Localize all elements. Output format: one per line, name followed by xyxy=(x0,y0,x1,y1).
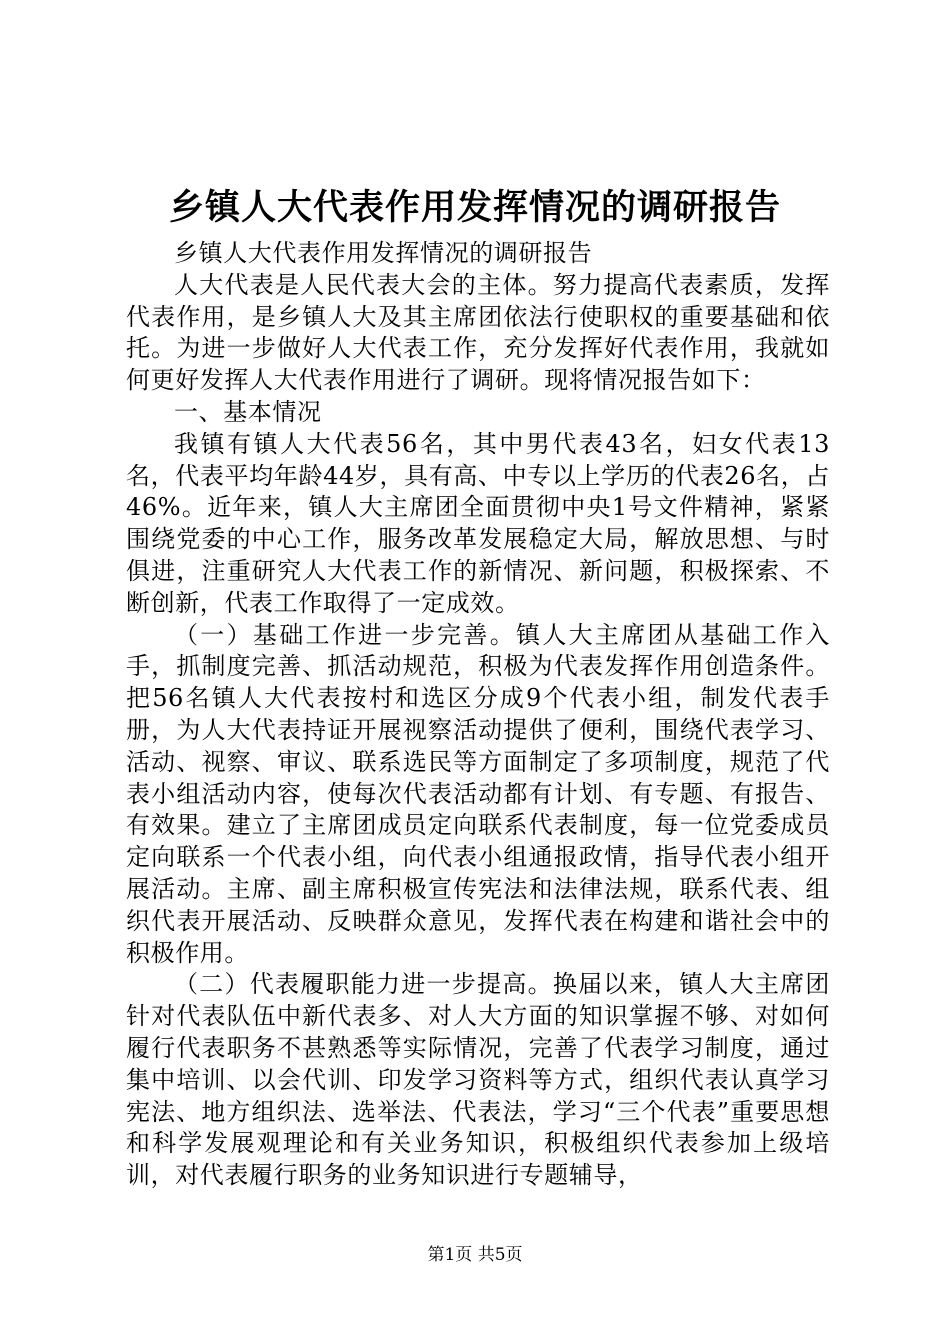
paragraph-capability: （二）代表履职能力进一步提高。换届以来，镇人大主席团针对代表队伍中新代表多、对人大方面的知识掌握不够、对如何履行代表职务不甚熟悉等实际情况，完善了代表学习制度，通过集中培训、以会代训、印发学习资料等方式，组织代表认真学习宪法、地方组织法、选举法、代表法，学习“三个代表”重要思想和科学发展观理论和有关业务知识，积极组织代表参加上级培训，对代表履行职务的业务知识进行专题辅导， xyxy=(126,970,830,1190)
paragraph-intro: 人大代表是人民代表大会的主体。努力提高代表素质，发挥代表作用，是乡镇人大及其主席团依法行使职权的重要基础和依托。为进一步做好人大代表工作，充分发挥好代表作用，我就如何更好发挥人大代表作用进行了调研。现将情况报告如下： xyxy=(126,270,830,395)
section-heading-basic-situation: 一、基本情况 xyxy=(174,397,322,426)
page-number-footer: 第1页 共5页 xyxy=(427,1245,523,1265)
document-title: 乡镇人大代表作用发挥情况的调研报告 xyxy=(168,187,781,228)
paragraph-foundation-work: （一）基础工作进一步完善。镇人大主席团从基础工作入手，抓制度完善、抓活动规范，积极为代表发挥作用创造条件。把56名镇人大代表按村和选区分成9个代表小组，制发代表手册，为人大代表持证开展视察活动提供了便利，围绕代表学习、活动、视察、审议、联系选民等方面制定了多项制度，规范了代表小组活动内容，使每次代表活动都有计划、有专题、有报告、有效果。建立了主席团成员定向联系代表制度，每一位党委成员定向联系一个代表小组，向代表小组通报政情，指导代表小组开展活动。主席、副主席积极宣传宪法和法律法规，联系代表、组织代表开展活动、反映群众意见，发挥代表在构建和谐社会中的积极作用。 xyxy=(126,620,830,967)
document-body xyxy=(126,238,830,1192)
paragraph-subtitle: 乡镇人大代表作用发挥情况的调研报告 xyxy=(174,239,593,267)
paragraph-basic-situation: 我镇有镇人大代表56名，其中男代表43名，妇女代表13名，代表平均年龄44岁，具有高、中专以上学历的代表26名，占46%。近年来，镇人大主席团全面贯彻中央1号文件精神，紧紧围绕党委的中心工作，服务改革发展稳定大局，解放思想、与时俱进，注重研究人大代表工作的新情况、新问题，积极探索、不断创新，代表工作取得了一定成效。 xyxy=(126,429,830,617)
